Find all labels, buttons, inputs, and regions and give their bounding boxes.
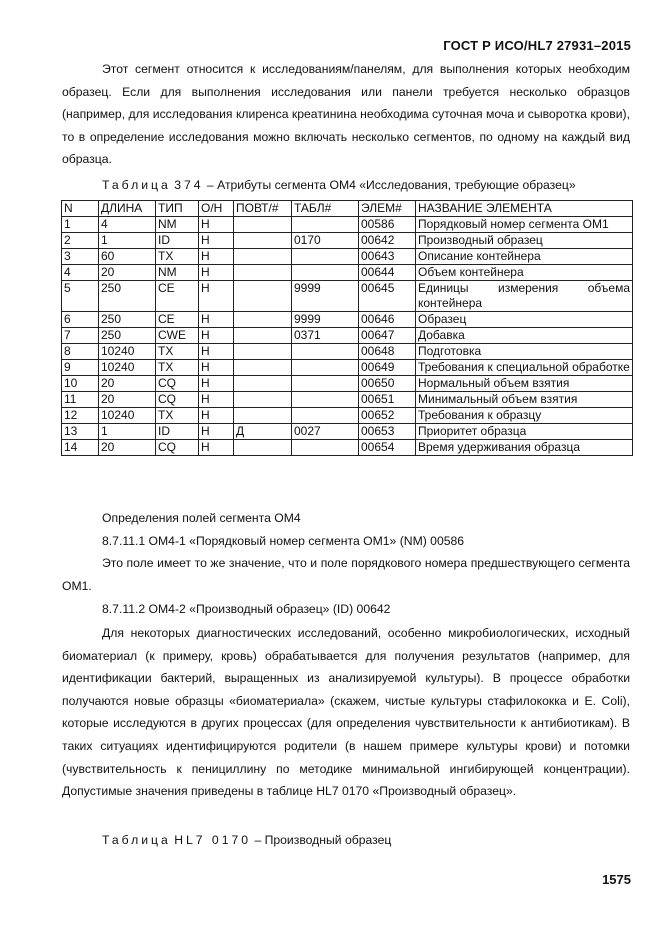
field-1-text: Это поле имеет то же значение, что и поле порядкового номера предшествующего сегмента OM1. bbox=[62, 556, 630, 593]
cell-optional: Н bbox=[199, 376, 234, 392]
cell-table bbox=[292, 344, 359, 360]
table-row bbox=[62, 312, 633, 328]
cell-table bbox=[292, 265, 359, 281]
table-0170-caption bbox=[102, 833, 391, 847]
cell-table: 0170 bbox=[292, 233, 359, 249]
field-2-title: 8.7.11.2 OM4-2 «Производный образец» (ID) 00642 bbox=[102, 602, 391, 616]
cell-length: 250 bbox=[99, 328, 156, 344]
cell-element: 00654 bbox=[359, 440, 416, 456]
cell-table bbox=[292, 360, 359, 376]
cell-length: 20 bbox=[99, 376, 156, 392]
cell-repeat bbox=[234, 249, 292, 265]
table-row bbox=[62, 281, 633, 312]
cell-optional: Н bbox=[199, 424, 234, 440]
cell-repeat bbox=[234, 344, 292, 360]
cell-n: 13 bbox=[62, 424, 99, 440]
cell-length: 4 bbox=[99, 217, 156, 233]
cell-n: 5 bbox=[62, 281, 99, 312]
table-row bbox=[62, 265, 633, 281]
cell-n: 4 bbox=[62, 265, 99, 281]
cell-type: CQ bbox=[156, 392, 199, 408]
col-header: ДЛИНА bbox=[99, 201, 156, 217]
cell-element: 00646 bbox=[359, 312, 416, 328]
cell-type: TX bbox=[156, 344, 199, 360]
cell-name: Нормальный объем взятия bbox=[416, 376, 633, 392]
col-header: ТИП bbox=[156, 201, 199, 217]
cell-n: 2 bbox=[62, 233, 99, 249]
cell-length: 1 bbox=[99, 424, 156, 440]
cell-repeat bbox=[234, 392, 292, 408]
table-header-row bbox=[62, 201, 633, 217]
cell-type: CQ bbox=[156, 376, 199, 392]
field-2-text: Для некоторых диагностических исследований, особенно микробиологических, исходный биоматериал (к примеру, кровь) обрабатывается для получения результатов (например, для идентификации бактерий, выращенных из анализируемой культуры). В процессе обработки получаются новые образцы «биоматериала» (скажем, чистые культуры стафилококка и E. Coli), которые исследуются в других процессах (для определения чувствительности к антибиотикам). В таких ситуациях идентифицируются родители (в нашем примере культуры крови) и потомки (чувствительность к пенициллину по методике минимальной ингибирующей концентрации). Допустимые значения приведены в таблице HL7 0170 «Производный образец». bbox=[62, 626, 630, 799]
col-header: НАЗВАНИЕ ЭЛЕМЕНТА bbox=[416, 201, 633, 217]
cell-name: Требования к образцу bbox=[416, 408, 633, 424]
cell-n: 12 bbox=[62, 408, 99, 424]
cell-optional: Н bbox=[199, 440, 234, 456]
field-2-paragraph bbox=[62, 622, 630, 803]
cell-optional: Н bbox=[199, 328, 234, 344]
cell-element: 00652 bbox=[359, 408, 416, 424]
cell-element: 00645 bbox=[359, 281, 416, 312]
cell-table bbox=[292, 249, 359, 265]
cell-length: 20 bbox=[99, 440, 156, 456]
cell-name: Единицы измерения объема контейнера bbox=[416, 281, 633, 312]
cell-table bbox=[292, 440, 359, 456]
table-374-caption bbox=[102, 178, 576, 192]
cell-name: Производный образец bbox=[416, 233, 633, 249]
cell-repeat bbox=[234, 376, 292, 392]
caption-number: HL7 0170 bbox=[174, 833, 252, 847]
cell-repeat bbox=[234, 281, 292, 312]
table-row bbox=[62, 424, 633, 440]
field-1-paragraph bbox=[62, 552, 630, 597]
cell-table: 0371 bbox=[292, 328, 359, 344]
table-body bbox=[62, 217, 633, 456]
cell-length: 60 bbox=[99, 249, 156, 265]
cell-type: TX bbox=[156, 360, 199, 376]
cell-repeat bbox=[234, 440, 292, 456]
cell-length: 10240 bbox=[99, 344, 156, 360]
caption-word: Таблица bbox=[102, 178, 171, 192]
cell-optional: Н bbox=[199, 281, 234, 312]
cell-name: Подготовка bbox=[416, 344, 633, 360]
cell-name: Объем контейнера bbox=[416, 265, 633, 281]
cell-optional: Н bbox=[199, 344, 234, 360]
cell-element: 00644 bbox=[359, 265, 416, 281]
cell-name: Минимальный объем взятия bbox=[416, 392, 633, 408]
col-header: N bbox=[62, 201, 99, 217]
table-row bbox=[62, 217, 633, 233]
intro-text: Этот сегмент относится к исследованиям/панелям, для выполнения которых необходим образец. Если для выполнения исследования или панели требуется несколько образцов (например, для исследования клиренса креатинина необходима суточная моча и сыворотка крови), то в определение исследования можно включать несколько сегментов, по одному на каждый вид образца. bbox=[62, 62, 630, 167]
table-row bbox=[62, 408, 633, 424]
cell-repeat bbox=[234, 233, 292, 249]
cell-element: 00651 bbox=[359, 392, 416, 408]
col-header: О/Н bbox=[199, 201, 234, 217]
col-header: ТАБЛ# bbox=[292, 201, 359, 217]
cell-optional: Н bbox=[199, 408, 234, 424]
cell-optional: Н bbox=[199, 249, 234, 265]
cell-name: Образец bbox=[416, 312, 633, 328]
cell-n: 11 bbox=[62, 392, 99, 408]
col-header: ЭЛЕМ# bbox=[359, 201, 416, 217]
cell-n: 3 bbox=[62, 249, 99, 265]
cell-length: 20 bbox=[99, 392, 156, 408]
cell-table: 9999 bbox=[292, 281, 359, 312]
caption-number: 374 bbox=[174, 178, 204, 192]
cell-optional: Н bbox=[199, 265, 234, 281]
cell-name: Приоритет образца bbox=[416, 424, 633, 440]
cell-type: ID bbox=[156, 424, 199, 440]
field-definitions-title: Определения полей сегмента OM4 bbox=[102, 511, 301, 525]
cell-n: 9 bbox=[62, 360, 99, 376]
cell-length: 1 bbox=[99, 233, 156, 249]
cell-repeat: Д bbox=[234, 424, 292, 440]
cell-repeat bbox=[234, 217, 292, 233]
table-row bbox=[62, 233, 633, 249]
table-row bbox=[62, 392, 633, 408]
cell-table: 9999 bbox=[292, 312, 359, 328]
cell-length: 20 bbox=[99, 265, 156, 281]
cell-type: CWE bbox=[156, 328, 199, 344]
cell-n: 10 bbox=[62, 376, 99, 392]
cell-type: CE bbox=[156, 312, 199, 328]
table-row bbox=[62, 360, 633, 376]
cell-n: 1 bbox=[62, 217, 99, 233]
table-row bbox=[62, 344, 633, 360]
cell-repeat bbox=[234, 312, 292, 328]
table-row bbox=[62, 376, 633, 392]
cell-length: 250 bbox=[99, 312, 156, 328]
intro-paragraph bbox=[62, 58, 630, 171]
caption-title: – Атрибуты сегмента OM4 «Исследования, требующие образец» bbox=[206, 178, 576, 192]
cell-element: 00642 bbox=[359, 233, 416, 249]
cell-n: 6 bbox=[62, 312, 99, 328]
cell-optional: Н bbox=[199, 392, 234, 408]
cell-optional: Н bbox=[199, 312, 234, 328]
cell-type: CQ bbox=[156, 440, 199, 456]
cell-name: Порядковый номер сегмента OM1 bbox=[416, 217, 633, 233]
cell-name: Добавка bbox=[416, 328, 633, 344]
cell-table bbox=[292, 392, 359, 408]
cell-element: 00649 bbox=[359, 360, 416, 376]
cell-n: 14 bbox=[62, 440, 99, 456]
cell-element: 00647 bbox=[359, 328, 416, 344]
cell-element: 00653 bbox=[359, 424, 416, 440]
cell-type: NM bbox=[156, 265, 199, 281]
cell-element: 00586 bbox=[359, 217, 416, 233]
cell-name: Требования к специальной обработке bbox=[416, 360, 633, 376]
cell-element: 00650 bbox=[359, 376, 416, 392]
field-1-title: 8.7.11.1 OM4-1 «Порядковый номер сегмента OM1» (NM) 00586 bbox=[102, 534, 465, 548]
cell-repeat bbox=[234, 408, 292, 424]
cell-type: TX bbox=[156, 249, 199, 265]
cell-element: 00648 bbox=[359, 344, 416, 360]
om4-attributes-table bbox=[61, 200, 633, 456]
cell-repeat bbox=[234, 265, 292, 281]
cell-type: CE bbox=[156, 281, 199, 312]
table-row bbox=[62, 440, 633, 456]
page-number: 1575 bbox=[602, 872, 631, 887]
col-header: ПОВТ/# bbox=[234, 201, 292, 217]
caption-title: – Производный образец bbox=[254, 833, 392, 847]
cell-optional: Н bbox=[199, 217, 234, 233]
cell-type: NM bbox=[156, 217, 199, 233]
cell-element: 00643 bbox=[359, 249, 416, 265]
cell-table bbox=[292, 217, 359, 233]
cell-table bbox=[292, 376, 359, 392]
cell-optional: Н bbox=[199, 233, 234, 249]
cell-table: 0027 bbox=[292, 424, 359, 440]
caption-word: Таблица bbox=[102, 833, 171, 847]
cell-table bbox=[292, 408, 359, 424]
table-row bbox=[62, 328, 633, 344]
cell-name: Описание контейнера bbox=[416, 249, 633, 265]
cell-name: Время удерживания образца bbox=[416, 440, 633, 456]
cell-repeat bbox=[234, 360, 292, 376]
cell-length: 10240 bbox=[99, 360, 156, 376]
cell-length: 250 bbox=[99, 281, 156, 312]
cell-type: ID bbox=[156, 233, 199, 249]
cell-repeat bbox=[234, 328, 292, 344]
cell-n: 7 bbox=[62, 328, 99, 344]
cell-length: 10240 bbox=[99, 408, 156, 424]
cell-type: TX bbox=[156, 408, 199, 424]
cell-n: 8 bbox=[62, 344, 99, 360]
cell-optional: Н bbox=[199, 360, 234, 376]
document-header: ГОСТ Р ИСО/HL7 27931–2015 bbox=[443, 38, 631, 53]
table-row bbox=[62, 249, 633, 265]
